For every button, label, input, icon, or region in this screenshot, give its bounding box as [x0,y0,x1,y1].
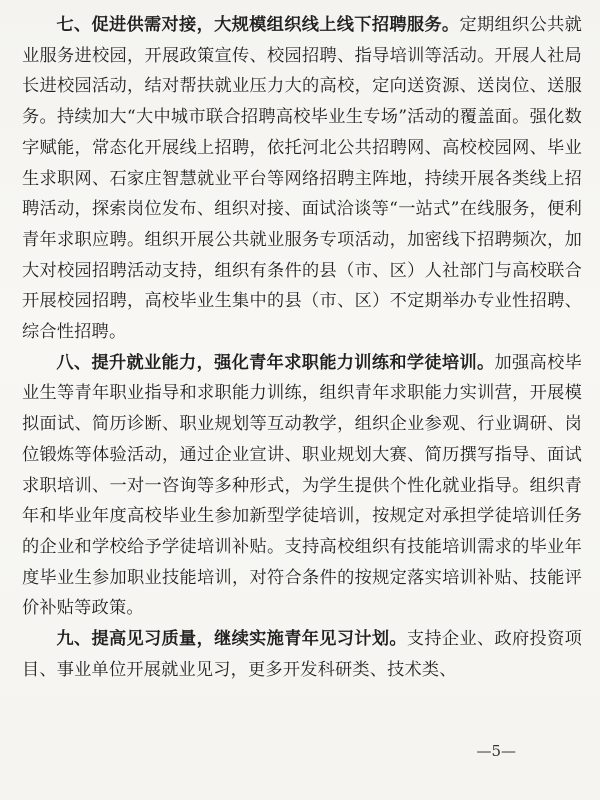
section-body-9: 支持企业、政府投资项目、事业单位开展就业见习，更多开发科研类、技术类、 [22,629,582,680]
paragraph-7 [22,10,582,348]
document-body [22,10,582,685]
paragraph-8 [22,348,582,624]
page-number: —5— [476,742,516,760]
section-heading-7: 七、促进供需对接，大规模组织线上线下招聘服务。 [56,15,460,35]
section-heading-8: 八、提升就业能力，强化青年求职能力训练和学徒培训。 [56,352,495,373]
section-body-7: 定期组织公共就业服务进校园，开展政策宣传、校园招聘、指导培训等活动。开展人社局长进校园活动，结对帮扶就业压力大的高校，定向送资源、送岗位、送服务。持续加大“大中城市联合招聘高校毕业生专场”活动的覆盖面。强化数字赋能，常态化开展线上招聘，依托河北公共招聘网、高校校园网、毕业生求职网、石家庄智慧就业平台等网络招聘主阵地，持续开展各类线上招聘活动，探索岗位发布、组织对接、面试洽谈等“一站式”在线服务，便利青年求职应聘。组织开展公共就业服务专项活动，加密线下招聘频次，加大对校园招聘活动支持，组织有条件的县（市、区）人社部门与高校联合开展校园招聘，高校毕业生集中的县（市、区）不定期举办专业性招聘、综合性招聘。 [22,15,582,343]
paragraph-9 [22,624,582,685]
section-body-8: 加强高校毕业生等青年职业指导和求职能力训练，组织青年求职能力实训营，开展模拟面试、简历诊断、职业规划等互动教学，组织企业参观、行业调研、岗位锻炼等体验活动，通过企业宣讲、职业规划大赛、简历撰写指导、面试求职培训、一对一咨询等多种形式，为学生提供个性化就业指导。组织青年和毕业年度高校毕业生参加新型学徒培训，按规定对承担学徒培训任务的企业和学校给予学徒培训补贴。支持高校组织有技能培训需求的毕业年度毕业生参加职业技能培训，对符合条件的按规定落实培训补贴、技能评价补贴等政策。 [22,352,582,619]
section-heading-9: 九、提高见习质量，继续实施青年见习计划。 [56,629,407,650]
